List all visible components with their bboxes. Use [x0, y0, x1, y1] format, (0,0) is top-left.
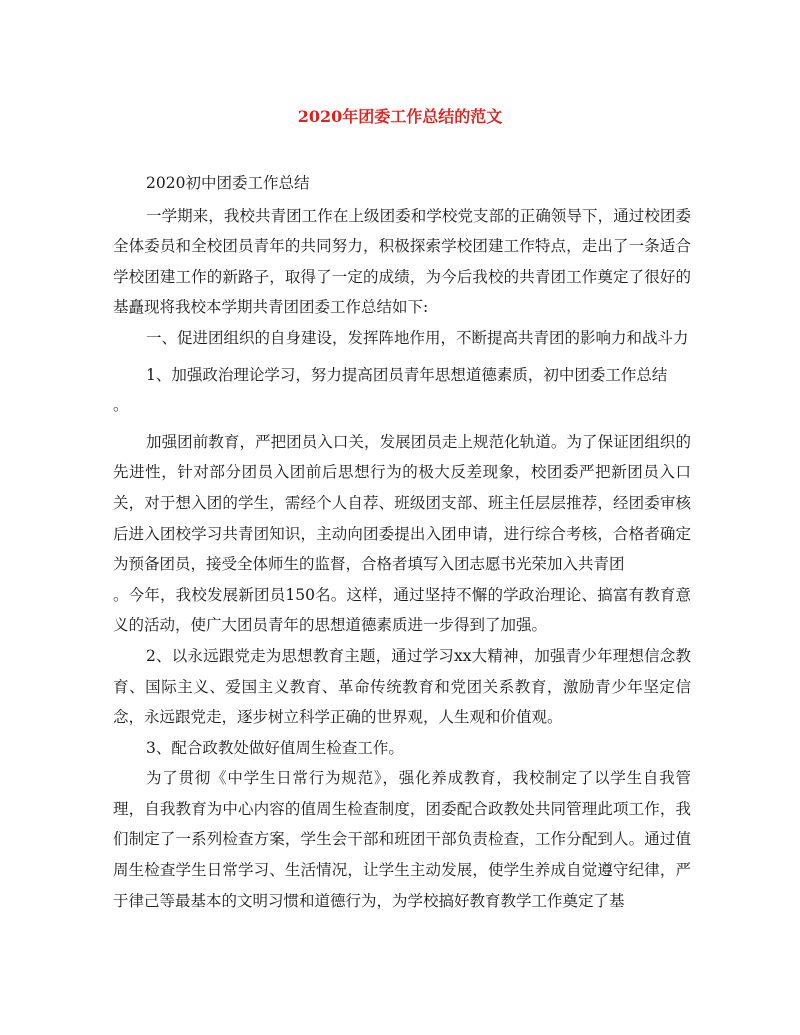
paragraph: 2、以永远跟党走为思想教育主题，通过学习xx大精神，加强青少年理想信念教育、国际主义、爱国主义教育、革命传统教育和党团关系教育，激励青少年坚定信念，永远跟党走，逐步树立科学正确的世界观，人生观和价值观。 [113, 646, 691, 727]
paragraph: 一学期来，我校共青团工作在上级团委和学校党支部的正确领导下，通过校团委全体委员和全校团员青年的共同努力，积极探索学校团建工作特点，走出了一条适合学校团建工作的新路子，取得了一定的成绩，为今后我校的共青团工作奠定了很好的基矗现将我校本学期共青团团委工作总结如下: [113, 206, 691, 317]
paragraph: 1、加强政治理论学习，努力提高团员青年思想道德素质，初中团委工作总结 [146, 365, 668, 384]
document-subtitle: 2020初中团委工作总结 [146, 174, 310, 192]
paragraph: 。今年，我校发展新团员150名。这样，通过坚持不懈的学政治理论、搞富有教育意义的活动，使广大团员青年的思想道德素质进一步得到了加强。 [113, 585, 691, 635]
paragraph: 3、配合政教处做好值周生检查工作。 [146, 738, 404, 757]
paragraph: 一、促进团组织的自身建设，发挥阵地作用，不断提高共青团的影响力和战斗力 [146, 328, 689, 347]
paragraph: 为了贯彻《中学生日常行为规范》，强化养成教育，我校制定了以学生自我管理，自我教育为中心内容的值周生检查制度，团委配合政教处共同管理此项工作，我们制定了一系列检查方案，学生会干部和班团干部负责检查，工作分配到人。通过值周生检查学生日常学习、生活情况，让学生主动发展，使学生养成自觉遵守纪律，严于律己等最基本的文明习惯和道德行为，为学校搞好教育教学工作奠定了基 [113, 769, 691, 910]
document-title: 2020年团委工作总结的范文 [297, 107, 503, 126]
paragraph: 加强团前教育，严把团员入口关，发展团员走上规范化轨道。为了保证团组织的先进性，针对部分团员入团前后思想行为的极大反差现象，校团委严把新团员入口关，对于想入团的学生，需经个人自荐、班级团支部、班主任层层推荐，经团委审核后进入团校学习共青团知识，主动向团委提出入团申请，进行综合考核，合格者确定为预备团员，接受全体师生的监督，合格者填写入团志愿书光荣加入共青团 [113, 432, 691, 574]
document-body [113, 168, 691, 916]
paragraph: 。 [113, 396, 129, 415]
